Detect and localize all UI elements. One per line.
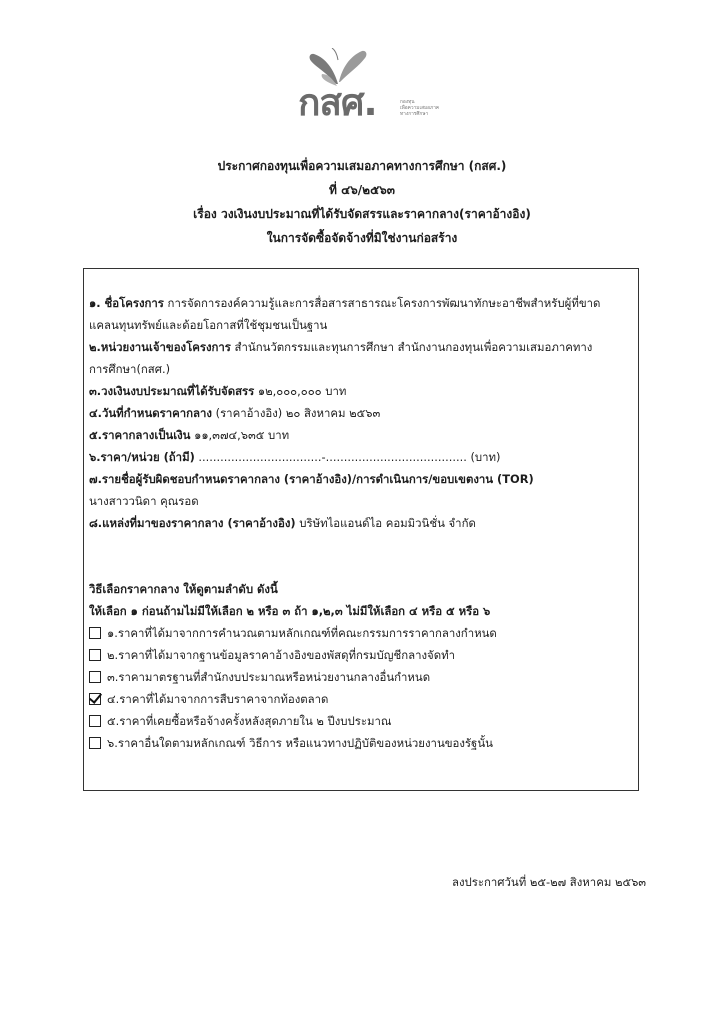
option-label: ๒.ราคาที่ได้มาจากฐานข้อมูลราคาอ้างอิงของพัสดุที่กรมบัญชีกลางจัดทำ	[107, 648, 456, 662]
option-2	[89, 644, 634, 666]
checkbox[interactable]	[89, 737, 101, 749]
option-5	[89, 710, 634, 732]
checkbox[interactable]	[89, 649, 101, 661]
reference-date: ๔.วันที่กำหนดราคากลาง (ราคาอ้างอิง) ๒๐ สิงหาคม ๒๕๖๓	[89, 406, 381, 420]
option-3	[89, 666, 634, 688]
logo-subtext: กองทุน เพื่อความเสมอภาค ทางการศึกษา	[400, 100, 440, 117]
option-6	[89, 732, 634, 754]
announcement-subject: เรื่อง วงเงินงบประมาณที่ได้รับจัดสรรและราคากลาง(ราคาอ้างอิง)	[193, 207, 531, 221]
method-title: วิธีเลือกราคากลาง ให้ดูตามลำดับ ดังนี้	[89, 582, 278, 596]
budget: ๓.วงเงินงบประมาณที่ได้รับจัดสรร ๑๒,๐๐๐,๐๐๐ บาท	[89, 384, 347, 398]
announcement-number: ที่ ๔๖/๒๕๖๓	[329, 183, 395, 197]
announcement-subject-cont: ในการจัดซื้อจัดจ้างที่มิใช่งานก่อสร้าง	[266, 231, 458, 245]
checkbox[interactable]	[89, 715, 101, 727]
option-1	[89, 622, 634, 644]
reference-price: ๕.ราคากลางเป็นเงิน ๑๑,๓๗๔,๖๓๕ บาท	[89, 428, 290, 442]
option-label: ๓.ราคามาตรฐานที่สำนักงบประมาณหรือหน่วยงานกลางอื่นกำหนด	[107, 670, 431, 684]
responsible-persons-label: ๗.รายชื่อผู้รับผิดชอบกำหนดราคากลาง (ราคาอ้างอิง)/การดำเนินการ/ขอบเขตงาน (TOR)	[89, 472, 534, 486]
announcement-title: ประกาศกองทุนเพื่อความเสมอภาคทางการศึกษา (กสศ.)	[217, 159, 507, 173]
logo-text: กสศ.	[298, 81, 377, 124]
details-content	[89, 292, 634, 754]
checkbox-checked[interactable]	[89, 693, 101, 705]
option-4	[89, 688, 634, 710]
project-name-cont: แคลนทุนทรัพย์และด้อยโอกาสที่ใช้ชุมชนเป็นฐาน	[89, 318, 328, 332]
option-label: ๑.ราคาที่ได้มาจากการคำนวณตามหลักเกณฑ์ที่คณะกรรมการราคากลางกำหนด	[107, 626, 497, 640]
option-label: ๔.ราคาที่ได้มาจากการสืบราคาจากท้องตลาด	[107, 692, 329, 706]
option-label: ๖.ราคาอื่นใดตามหลักเกณฑ์ วิธีการ หรือแนวทางปฏิบัติของหน่วยงานของรัฐนั้น	[107, 736, 493, 750]
checkbox[interactable]	[89, 627, 101, 639]
method-rule: ให้เลือก ๑ ก่อนถ้ามไม่มีให้เลือก ๒ หรือ ๓ ถ้า ๑,๒,๓ ไม่มีให้เลือก ๔ หรือ ๕ หรือ ๖	[89, 604, 491, 618]
option-label: ๕.ราคาที่เคยซื้อหรือจ้างครั้งหลังสุดภายใน ๒ ปีงบประมาณ	[107, 714, 392, 728]
price-source: ๘.แหล่งที่มาของราคากลาง (ราคาอ้างอิง) บริษัทไอแอนด์ไอ คอมมิวนิชั่น จำกัด	[89, 516, 476, 530]
project-name: ๑. ชื่อโครงการ การจัดการองค์ความรู้และการสื่อสารสาธารณะโครงการพัฒนาทักษะอาชีพสำหรับผู้ที่ขาด	[89, 296, 601, 310]
announcement-header	[0, 154, 724, 250]
unit-price: ๖.ราคา/หน่วย (ถ้ามี) ..................................-....................................... (บาท)	[89, 450, 501, 464]
announcement-date: ลงประกาศวันที่ ๒๕-๒๗ สิงหาคม ๒๕๖๓	[452, 875, 647, 889]
project-owner-cont: การศึกษา(กสศ.)	[89, 362, 171, 376]
responsible-person: นางสาววนิดา คุณรอด	[89, 494, 199, 508]
project-owner: ๒.หน่วยงานเจ้าของโครงการ สำนักนวัตกรรมและทุนการศึกษา สำนักงานกองทุนเพื่อความเสมอภาคทาง	[89, 340, 593, 354]
logo	[292, 48, 462, 122]
checkbox[interactable]	[89, 671, 101, 683]
